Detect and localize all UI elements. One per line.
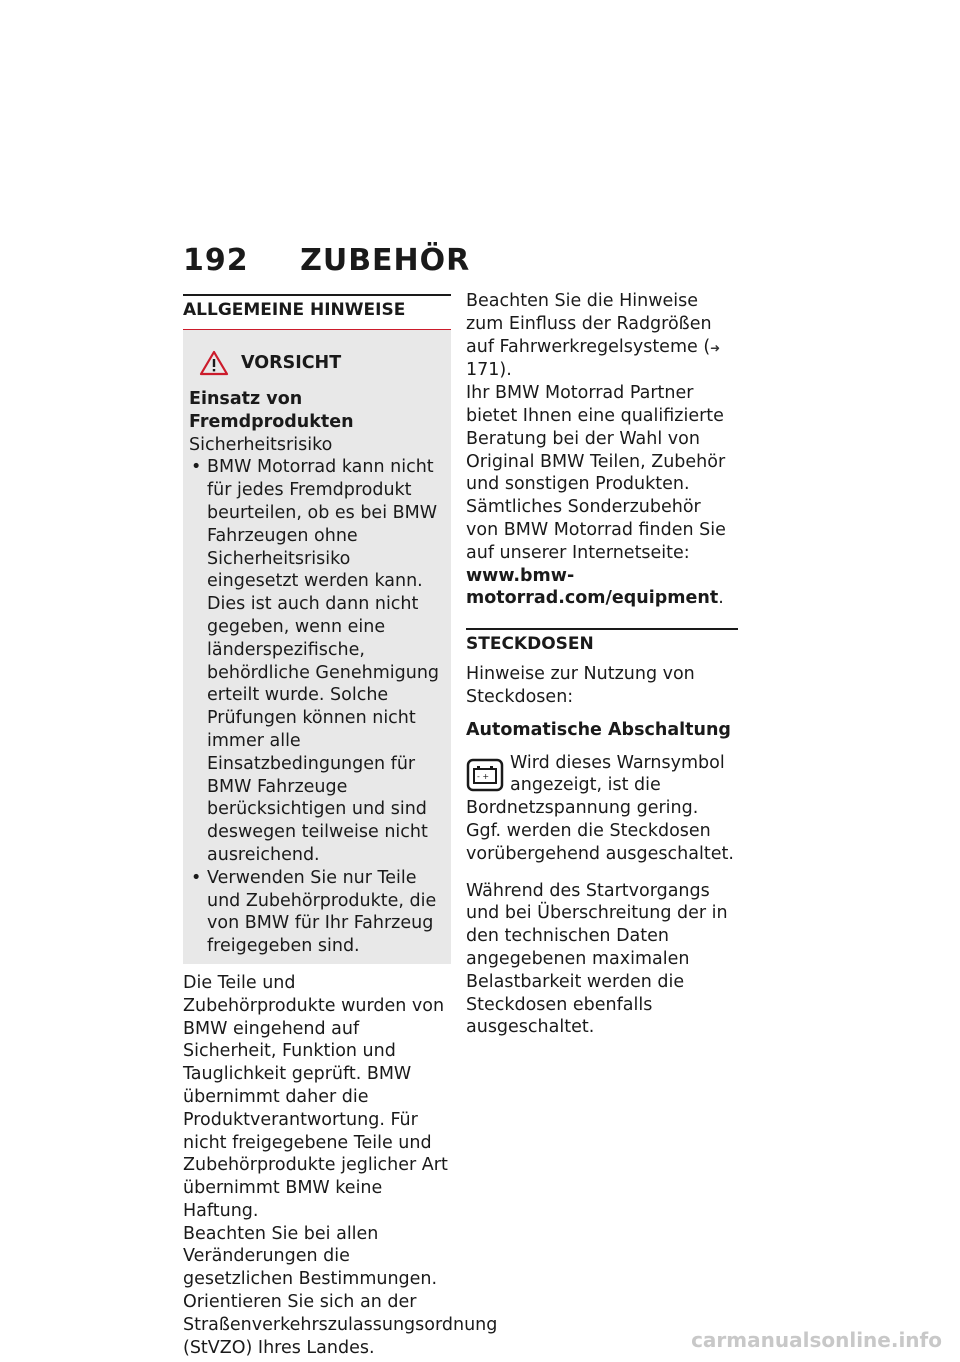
chapter-title: ZUBEHÖR — [300, 243, 471, 278]
section-title-general: ALLGEMEINE HINWEISE — [183, 300, 406, 320]
svg-text:- +: - + — [477, 771, 490, 781]
watermark: carmanualsonline.info — [691, 1328, 942, 1352]
paragraph: Beachten Sie bei allen Veränderungen die gesetzlichen Bestimmungen. Orientieren Sie sich an der Straßenverkehrszulassungsordnung (StVZO) Ihres Landes. — [183, 1223, 498, 1358]
link-suffix: . — [718, 588, 724, 609]
page-number: 192 — [183, 243, 249, 278]
paragraph: Ihr BMW Motorrad Partner bietet Ihnen eine qualifizierte Beratung bei der Wahl von Original BMW Teilen, Zubehör und sonstigen Produkten. — [466, 383, 726, 495]
page-header — [183, 243, 470, 278]
arrow-right-icon: ➜ — [710, 340, 721, 355]
warning-header — [199, 350, 443, 376]
warning-subtitle: Einsatz von Fremdprodukten — [189, 389, 354, 432]
website-line — [466, 565, 738, 611]
battery-warning-icon — [466, 758, 504, 792]
list-item: • BMW Motorrad kann nicht für jedes Fremdprodukt beurteilen, ob es bei BMW Fahrzeugen ohne Sicherheitsrisiko eingesetzt werden kann. Dies ist auch dann nicht gegeben, wenn eine länderspezifische, behördliche Genehmigung erteilt wurde. Solche Prüfungen können nicht immer alle Einsatzbedingungen für BMW Fahrzeuge berücksichtigen und sind deswegen teilweise nicht ausreichend. — [189, 456, 443, 866]
website-link[interactable]: www.bmw-motorrad.com/equipment — [466, 565, 719, 609]
paragraph: Sämtliches Sonderzubehör von BMW Motorrad finden Sie auf unserer Internetseite: — [466, 497, 726, 563]
paragraph-text: Wird dieses Warnsymbol angezeigt, ist die Bordnetzspannung gering. Ggf. werden die Steckdosen vorübergehend ausgeschaltet. — [466, 752, 734, 864]
subsection-title: Automatische Abschaltung — [466, 719, 731, 740]
warning-triangle-icon — [199, 350, 229, 376]
section-title-sockets: STECKDOSEN — [466, 634, 594, 655]
warning-risk: Sicherheitsrisiko — [189, 434, 333, 455]
ref-text-after: ). — [499, 360, 512, 381]
paragraph: Die Teile und Zubehörprodukte wurden von BMW eingehend auf Sicherheit, Funktion und Tauglichkeit geprüft. BMW übernimmt daher die Produktverantwortung. Für nicht freigegebene Teile und Zubehörprodukte jeglicher Art übernimmt BMW keine Haftung. — [183, 972, 448, 1221]
page-reference[interactable]: 171 — [466, 360, 500, 381]
warning-bullet-list — [189, 456, 443, 958]
paragraph: Während des Startvorgangs und bei Überschreitung der in den technischen Daten angegebenen maximalen Belastbarkeit werden die Steckdosen ebenfalls ausgeschaltet. — [466, 880, 728, 1038]
warning-label: VORSICHT — [241, 352, 342, 373]
list-item: • Verwenden Sie nur Teile und Zubehörprodukte, die von BMW für Ihr Fahrzeug freigegeben sind. — [189, 867, 443, 958]
right-column — [466, 290, 738, 1039]
paragraph — [466, 290, 738, 382]
paragraph — [466, 752, 738, 866]
paragraph: Hinweise zur Nutzung von Steckdosen: — [466, 664, 695, 707]
ref-text-before: Beachten Sie die Hinweise zum Einfluss der Radgrößen auf Fahrwerkregelsysteme ( — [466, 291, 712, 357]
warning-box — [183, 329, 451, 964]
